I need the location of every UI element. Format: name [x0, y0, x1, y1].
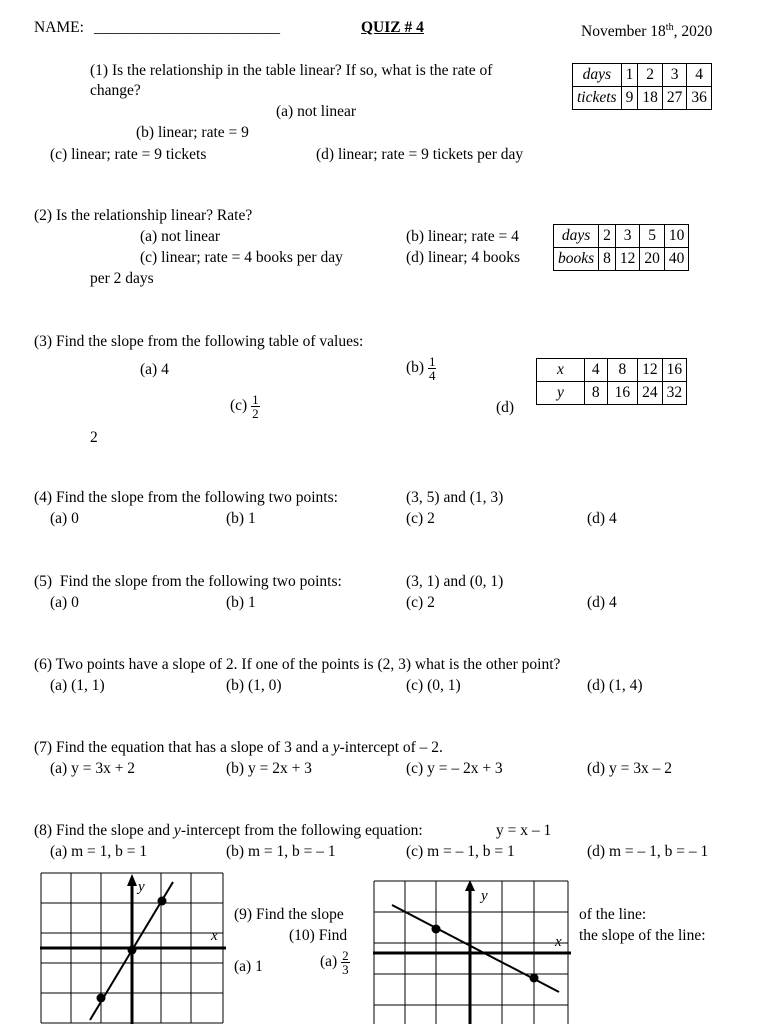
q6-choice-c[interactable]: (c) (0, 1) [406, 677, 461, 694]
q2-choice-a[interactable]: (a) not linear [140, 228, 221, 245]
q8-choice-d[interactable]: (d) m = – 1, b = – 1 [587, 843, 709, 860]
q3-choice-c-label: (c) [230, 397, 248, 414]
q2-choice-d-continued: per 2 days [90, 270, 154, 287]
table-header-cell: y [537, 382, 585, 405]
q9-point [158, 897, 167, 906]
table-row [554, 225, 689, 248]
table-row [573, 64, 712, 87]
table-cell: 12 [615, 248, 640, 271]
table-cell: 4 [584, 359, 607, 382]
q4-points: (3, 5) and (1, 3) [406, 489, 504, 506]
q9-point [97, 994, 106, 1003]
q8-choice-b[interactable]: (b) m = 1, b = – 1 [226, 843, 336, 860]
q8-choice-c[interactable]: (c) m = – 1, b = 1 [406, 843, 515, 860]
table-cell: 4 [687, 64, 712, 87]
q3-choice-b[interactable] [406, 352, 436, 384]
q4-text: (4) Find the slope from the following two points: [34, 489, 338, 506]
q8-choice-a[interactable]: (a) m = 1, b = 1 [50, 843, 148, 860]
table-cell: 27 [662, 87, 687, 110]
table-cell: 24 [638, 382, 663, 405]
q6-choice-a[interactable]: (a) (1, 1) [50, 677, 105, 694]
table-row [537, 382, 687, 405]
q9-text-continued: of the line: [579, 906, 647, 923]
table-cell: 18 [638, 87, 663, 110]
table-header-cell: x [537, 359, 585, 382]
q9-choice-a[interactable]: (a) 1 [234, 958, 263, 975]
table-cell: 40 [664, 248, 689, 271]
q2-choice-d[interactable]: (d) linear; 4 books [406, 249, 521, 266]
table-cell: 1 [621, 64, 638, 87]
quiz-title: QUIZ # 4 [361, 19, 424, 36]
table-header-cell: days [573, 64, 622, 87]
table-cell: 9 [621, 87, 638, 110]
q10-axes [373, 886, 571, 1024]
table-header-cell: books [554, 248, 599, 271]
q7-choice-c[interactable]: (c) y = – 2x + 3 [406, 760, 503, 777]
q3-choice-c[interactable] [230, 390, 260, 422]
arrow-up-icon [127, 874, 137, 886]
q10-graph [373, 880, 571, 1024]
table-header-cell: tickets [573, 87, 622, 110]
q4-choice-a[interactable]: (a) 0 [50, 510, 79, 527]
q10-choice-a[interactable] [320, 946, 350, 978]
table-row [537, 359, 687, 382]
table-cell: 8 [584, 382, 607, 405]
q4-choice-c[interactable]: (c) 2 [406, 510, 435, 527]
q6-choice-b[interactable]: (b) (1, 0) [226, 677, 282, 694]
q7-choice-d[interactable]: (d) y = 3x – 2 [587, 760, 672, 777]
table-row [573, 87, 712, 110]
q1-table [572, 63, 712, 110]
q4-choice-d[interactable]: (d) 4 [587, 510, 617, 527]
table-cell: 8 [599, 248, 616, 271]
q10-point [530, 974, 539, 983]
q10-text: (10) Find [289, 927, 348, 944]
q10-text-continued: the slope of the line: [579, 927, 706, 944]
q2-text: (2) Is the relationship linear? Rate? [34, 207, 253, 224]
q2-choice-b[interactable]: (b) linear; rate = 4 [406, 228, 519, 245]
q7-choice-b[interactable]: (b) y = 2x + 3 [226, 760, 312, 777]
q8-text: (8) Find the slope and y-intercept from the following equation: [34, 822, 423, 839]
arrow-up-icon [465, 880, 475, 891]
q6-text: (6) Two points have a slope of 2. If one of the points is (2, 3) what is the other point? [34, 656, 561, 673]
q10-choice-a-label: (a) [320, 953, 338, 970]
q9-y-axis-label: y [138, 879, 145, 895]
table-cell: 10 [664, 225, 689, 248]
q5-choice-a[interactable]: (a) 0 [50, 594, 79, 611]
q10-y-axis-label: y [481, 888, 488, 904]
q3-choice-d[interactable]: (d) [496, 399, 515, 416]
q1-choice-c[interactable]: (c) linear; rate = 9 tickets [50, 146, 207, 163]
table-cell: 36 [687, 87, 712, 110]
table-cell: 20 [640, 248, 665, 271]
table-cell: 8 [607, 359, 638, 382]
table-cell: 12 [638, 359, 663, 382]
q3-choice-a[interactable]: (a) 4 [140, 361, 169, 378]
q2-table [553, 224, 689, 271]
fraction: $\frac{2}{3}$ [342, 947, 349, 977]
table-row [554, 248, 689, 271]
q5-choice-c[interactable]: (c) 2 [406, 594, 435, 611]
table-cell: 2 [638, 64, 663, 87]
q1-text-line2: change? [90, 82, 141, 99]
table-cell: 16 [662, 359, 687, 382]
fraction: $\frac{1}{4}$ [428, 353, 436, 383]
q5-choice-b[interactable]: (b) 1 [226, 594, 256, 611]
fraction: $\frac{1}{2}$ [252, 391, 259, 421]
q5-choice-d[interactable]: (d) 4 [587, 594, 617, 611]
q9-graph [40, 872, 226, 1024]
q10-point [432, 925, 441, 934]
table-header-cell: days [554, 225, 599, 248]
q5-points: (3, 1) and (0, 1) [406, 573, 504, 590]
q6-choice-d[interactable]: (d) (1, 4) [587, 677, 643, 694]
q8-equation: y = x – 1 [496, 822, 552, 839]
table-cell: 2 [599, 225, 616, 248]
q1-choice-a[interactable]: (a) not linear [276, 103, 357, 120]
q3-text: (3) Find the slope from the following table of values: [34, 333, 364, 350]
q10-x-axis-label: x [555, 934, 562, 950]
q7-text: (7) Find the equation that has a slope of 3 and a y-intercept of – 2. [34, 739, 443, 756]
q3-table [536, 358, 687, 405]
table-cell: 16 [607, 382, 638, 405]
table-cell: 3 [615, 225, 640, 248]
q3-choice-b-label: (b) [406, 359, 425, 376]
q9-point [128, 946, 137, 955]
q4-choice-b[interactable]: (b) 1 [226, 510, 256, 527]
table-cell: 3 [662, 64, 687, 87]
q9-x-axis-label: x [211, 928, 218, 944]
q1-choice-d[interactable]: (d) linear; rate = 9 tickets per day [316, 146, 524, 163]
q7-choice-a[interactable]: (a) y = 3x + 2 [50, 760, 136, 777]
q1-choice-b[interactable]: (b) linear; rate = 9 [136, 124, 249, 141]
quiz-date: November 18th, 2020 [581, 22, 713, 41]
name-blank[interactable]: ________________________ [94, 19, 280, 36]
q3-choice-d-value: 2 [90, 429, 98, 446]
q9-text: (9) Find the slope [234, 906, 344, 923]
table-cell: 32 [662, 382, 687, 405]
name-label: NAME: [34, 19, 84, 36]
q5-text: (5) Find the slope from the following two points: [34, 573, 342, 590]
q1-text-line1: (1) Is the relationship in the table linear? If so, what is the rate of [90, 62, 493, 79]
table-cell: 5 [640, 225, 665, 248]
q2-choice-c[interactable]: (c) linear; rate = 4 books per day [140, 249, 343, 266]
